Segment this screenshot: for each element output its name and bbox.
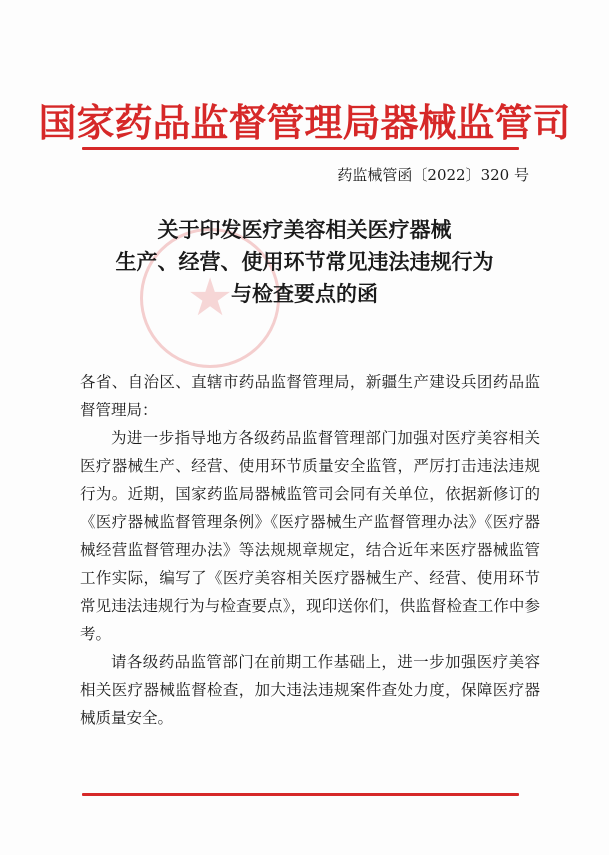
salutation: 各省、自治区、直辖市药品监督管理局，新疆生产建设兵团药品监督管理局： [80, 373, 540, 419]
document-body [80, 368, 540, 732]
body-paragraph-2: 请各级药品监管部门在前期工作基础上，进一步加强医疗美容相关医疗器械监督检查，加大违法违规案件查处力度，保障医疗器械质量安全。 [80, 653, 540, 727]
issuing-authority-header: 国家药品监督管理局器械监管司 [38, 100, 571, 145]
document-title-line-1: 关于印发医疗美容相关医疗器械 [157, 217, 452, 242]
header-divider [82, 147, 519, 150]
body-paragraph-1: 为进一步指导地方各级药品监督管理部门加强对医疗美容相关医疗器械生产、经营、使用环节质量安全监管，严厉打击违法违规行为。近期，国家药监局器械监管司会同有关单位，依据新修订的《医疗器械监督管理条例》《医疗器械生产监督管理办法》《医疗器械经营监督管理办法》等法规规章规定，结合近年来医疗器械监管工作实际，编写了《医疗美容相关医疗器械生产、经营、使用环节常见违法违规行为与检查要点》，现印送你们，供监督检查工作中参考。 [80, 429, 540, 643]
document-number: 药监械管函〔2022〕320 号 [337, 166, 529, 184]
footer-divider [82, 793, 519, 796]
document-title-line-2: 生产、经营、使用环节常见违法违规行为 [115, 249, 494, 274]
document-title [0, 214, 609, 310]
seal-star-icon: ★ [186, 268, 234, 328]
document-title-line-3: 与检查要点的函 [231, 281, 378, 306]
